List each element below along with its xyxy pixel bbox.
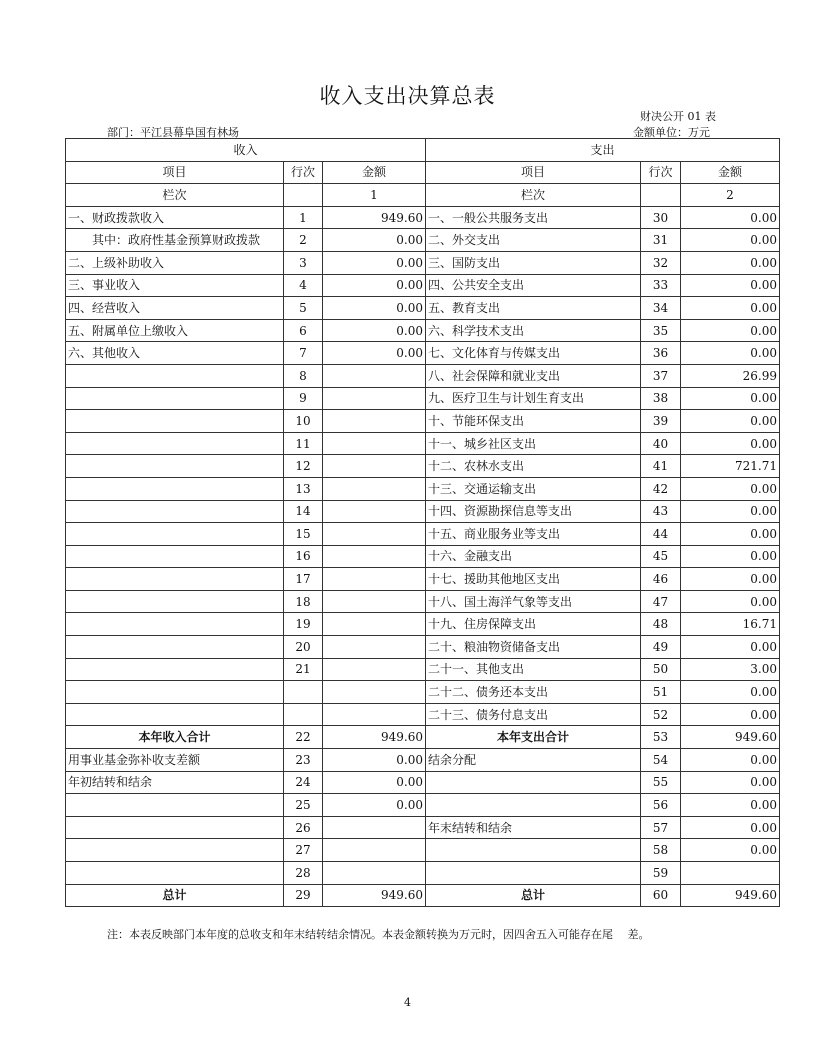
income-rowno-cell: 13 (284, 477, 323, 500)
expense-amount-cell: 3.00 (681, 658, 780, 681)
table-row (66, 297, 780, 320)
income-amount-cell (323, 364, 426, 387)
expense-header: 支出 (426, 139, 780, 162)
income-amount-cell (323, 410, 426, 433)
income-rowno-cell: 19 (284, 613, 323, 636)
income-expense-table (65, 138, 780, 907)
income-amount-cell: 949.60 (323, 726, 426, 749)
income-rowno-cell: 20 (284, 636, 323, 659)
income-item-cell (66, 636, 284, 659)
expense-item-cell: 二十、粮油物资储备支出 (426, 636, 641, 659)
table-row (66, 319, 780, 342)
expense-rowno-cell: 34 (641, 297, 681, 320)
income-amount-cell (323, 816, 426, 839)
income-rowno-cell: 16 (284, 545, 323, 568)
expense-rowno-cell: 32 (641, 251, 681, 274)
income-item-cell (66, 432, 284, 455)
income-amount-cell: 0.00 (323, 319, 426, 342)
expense-amount-cell: 0.00 (681, 229, 780, 252)
expense-amount-cell: 0.00 (681, 816, 780, 839)
table-row (66, 251, 780, 274)
expense-item-cell: 十二、农林水支出 (426, 455, 641, 478)
table-row (66, 387, 780, 410)
income-amount-cell: 0.00 (323, 342, 426, 365)
income-item-cell: 总计 (66, 884, 284, 907)
expense-item-cell: 十、节能环保支出 (426, 410, 641, 433)
expense-amount-cell: 0.00 (681, 274, 780, 297)
expense-rowno-cell: 36 (641, 342, 681, 365)
income-item-cell: 本年收入合计 (66, 726, 284, 749)
expense-item-cell: 六、科学技术支出 (426, 319, 641, 342)
income-amount-cell (323, 500, 426, 523)
income-amount-cell (323, 862, 426, 885)
income-rowno-cell: 24 (284, 771, 323, 794)
expense-item-cell (426, 794, 641, 817)
expense-rowno-cell: 37 (641, 364, 681, 387)
expense-rowno-cell: 42 (641, 477, 681, 500)
income-rowno-cell: 17 (284, 568, 323, 591)
expense-item-cell: 十四、资源勘探信息等支出 (426, 500, 641, 523)
income-amount-cell (323, 681, 426, 704)
income-item-cell: 用事业基金弥补收支差额 (66, 749, 284, 772)
expense-amount-cell: 0.00 (681, 251, 780, 274)
expense-amount-cell: 0.00 (681, 749, 780, 772)
income-item-cell: 其中：政府性基金预算财政拨款 (66, 229, 284, 252)
income-rowno-cell: 29 (284, 884, 323, 907)
expense-amount-cell: 0.00 (681, 681, 780, 704)
expense-rowno-cell: 39 (641, 410, 681, 433)
expense-amount-cell: 0.00 (681, 568, 780, 591)
table-row (66, 523, 780, 546)
page-number: 4 (404, 996, 411, 1009)
income-amount-cell (323, 523, 426, 546)
income-amount-cell: 0.00 (323, 274, 426, 297)
income-rowno-cell: 28 (284, 862, 323, 885)
expense-rowno-cell: 40 (641, 432, 681, 455)
income-rowno-cell: 6 (284, 319, 323, 342)
income-rowno-cell: 3 (284, 251, 323, 274)
income-amount-cell (323, 545, 426, 568)
table-row (66, 274, 780, 297)
expense-amount-cell: 0.00 (681, 545, 780, 568)
income-rowno-cell: 9 (284, 387, 323, 410)
expense-rowno-header: 行次 (641, 161, 681, 184)
income-item-cell (66, 387, 284, 410)
income-item-cell (66, 681, 284, 704)
column-header-row (66, 161, 780, 184)
expense-amount-cell: 26.99 (681, 364, 780, 387)
table-row (66, 839, 780, 862)
expense-item-cell: 二、外交支出 (426, 229, 641, 252)
expense-rowno-cell: 30 (641, 206, 681, 229)
expense-item-cell: 八、社会保障和就业支出 (426, 364, 641, 387)
expense-item-cell: 十一、城乡社区支出 (426, 432, 641, 455)
income-rowno-cell: 2 (284, 229, 323, 252)
income-amount-cell (323, 455, 426, 478)
expense-rowno-cell: 47 (641, 590, 681, 613)
income-item-cell: 年初结转和结余 (66, 771, 284, 794)
expense-item-cell: 本年支出合计 (426, 726, 641, 749)
income-amount-cell (323, 387, 426, 410)
income-rowno-cell: 15 (284, 523, 323, 546)
income-amount-header: 金额 (323, 161, 426, 184)
income-rowno-cell: 11 (284, 432, 323, 455)
expense-rowno-cell: 54 (641, 749, 681, 772)
income-rowno-cell: 8 (284, 364, 323, 387)
income-rowno-cell: 18 (284, 590, 323, 613)
income-rowno-cell: 22 (284, 726, 323, 749)
page-title: 收入支出决算总表 (319, 84, 496, 108)
income-amount-cell (323, 432, 426, 455)
expense-item-cell: 十六、金融支出 (426, 545, 641, 568)
expense-amount-cell: 0.00 (681, 410, 780, 433)
expense-item-cell: 十八、国土海洋气象等支出 (426, 590, 641, 613)
income-column-label: 栏次 (66, 184, 284, 207)
expense-rowno-cell: 52 (641, 703, 681, 726)
expense-item-cell: 十七、援助其他地区支出 (426, 568, 641, 591)
income-item-cell (66, 477, 284, 500)
income-amount-cell (323, 568, 426, 591)
income-amount-cell (323, 703, 426, 726)
expense-item-cell: 二十一、其他支出 (426, 658, 641, 681)
expense-item-cell: 二十二、债务还本支出 (426, 681, 641, 704)
section-header-row (66, 139, 780, 162)
table-row (66, 862, 780, 885)
expense-rowno-cell: 31 (641, 229, 681, 252)
expense-rowno-cell: 44 (641, 523, 681, 546)
expense-amount-cell: 16.71 (681, 613, 780, 636)
income-item-cell (66, 590, 284, 613)
expense-column-index: 2 (681, 184, 780, 207)
income-amount-cell (323, 590, 426, 613)
income-rowno-cell: 21 (284, 658, 323, 681)
expense-rowno-cell: 48 (641, 613, 681, 636)
expense-rowno-cell: 56 (641, 794, 681, 817)
income-rowno-cell: 14 (284, 500, 323, 523)
expense-rowno-cell: 33 (641, 274, 681, 297)
expense-rowno-cell: 55 (641, 771, 681, 794)
income-amount-cell: 949.60 (323, 884, 426, 907)
expense-item-header: 项目 (426, 161, 641, 184)
expense-amount-header: 金额 (681, 161, 780, 184)
expense-amount-cell: 0.00 (681, 297, 780, 320)
income-item-cell (66, 658, 284, 681)
total-row (66, 726, 780, 749)
income-amount-cell (323, 839, 426, 862)
expense-rowno-cell: 60 (641, 884, 681, 907)
table-row (66, 432, 780, 455)
table-row (66, 636, 780, 659)
income-item-cell: 六、其他收入 (66, 342, 284, 365)
expense-item-cell: 五、教育支出 (426, 297, 641, 320)
income-rowno-cell: 4 (284, 274, 323, 297)
income-rowno-cell: 5 (284, 297, 323, 320)
expense-item-cell: 结余分配 (426, 749, 641, 772)
table-row (66, 364, 780, 387)
table-row (66, 500, 780, 523)
income-item-cell (66, 523, 284, 546)
income-item-cell (66, 613, 284, 636)
income-item-cell: 五、附属单位上缴收入 (66, 319, 284, 342)
expense-rowno-cell: 51 (641, 681, 681, 704)
table-row (66, 590, 780, 613)
expense-rowno-cell: 50 (641, 658, 681, 681)
table-row (66, 816, 780, 839)
expense-amount-cell: 0.00 (681, 703, 780, 726)
expense-item-cell (426, 862, 641, 885)
expense-rowno-cell: 49 (641, 636, 681, 659)
expense-amount-cell: 0.00 (681, 590, 780, 613)
expense-item-cell (426, 771, 641, 794)
income-rowno-cell: 23 (284, 749, 323, 772)
expense-rowno-cell: 38 (641, 387, 681, 410)
income-rowno-cell (284, 681, 323, 704)
income-item-cell (66, 816, 284, 839)
expense-amount-cell: 0.00 (681, 794, 780, 817)
table-row (66, 545, 780, 568)
income-item-cell (66, 545, 284, 568)
expense-amount-cell: 0.00 (681, 319, 780, 342)
income-item-cell (66, 455, 284, 478)
expense-amount-cell: 0.00 (681, 523, 780, 546)
income-item-cell: 一、财政拨款收入 (66, 206, 284, 229)
income-amount-cell (323, 477, 426, 500)
expense-rowno-cell: 59 (641, 862, 681, 885)
expense-item-cell: 三、国防支出 (426, 251, 641, 274)
table-row (66, 771, 780, 794)
expense-amount-cell: 0.00 (681, 839, 780, 862)
table-row (66, 477, 780, 500)
expense-item-cell: 十三、交通运输支出 (426, 477, 641, 500)
expense-amount-cell: 0.00 (681, 342, 780, 365)
table-row (66, 658, 780, 681)
income-rowno-cell: 12 (284, 455, 323, 478)
income-rowno-cell: 26 (284, 816, 323, 839)
table-row (66, 794, 780, 817)
expense-rowno-cell: 45 (641, 545, 681, 568)
income-header: 收入 (66, 139, 426, 162)
table-row (66, 455, 780, 478)
expense-item-cell: 十五、商业服务业等支出 (426, 523, 641, 546)
income-item-cell: 二、上级补助收入 (66, 251, 284, 274)
income-item-cell (66, 703, 284, 726)
expense-item-cell: 四、公共安全支出 (426, 274, 641, 297)
table-row (66, 342, 780, 365)
table-row (66, 568, 780, 591)
expense-rowno-cell: 53 (641, 726, 681, 749)
expense-column-label: 栏次 (426, 184, 641, 207)
expense-rowno-cell: 35 (641, 319, 681, 342)
income-amount-cell: 0.00 (323, 297, 426, 320)
table-row (66, 613, 780, 636)
expense-amount-cell: 721.71 (681, 455, 780, 478)
expense-column-blank (641, 184, 681, 207)
department-label: 部门：平江县幕阜国有林场 (107, 126, 239, 139)
expense-item-cell (426, 839, 641, 862)
expense-amount-cell: 0.00 (681, 432, 780, 455)
table-row (66, 703, 780, 726)
expense-amount-cell: 0.00 (681, 500, 780, 523)
table-row (66, 206, 780, 229)
income-item-cell: 三、事业收入 (66, 274, 284, 297)
income-rowno-header: 行次 (284, 161, 323, 184)
income-item-cell (66, 410, 284, 433)
income-item-cell: 四、经营收入 (66, 297, 284, 320)
footnote: 注：本表反映部门本年度的总收支和年末结转结余情况。本表金额转换为万元时，因四舍五入可能存在尾 差。 (107, 928, 650, 941)
table-row (66, 681, 780, 704)
income-rowno-cell (284, 703, 323, 726)
expense-amount-cell: 949.60 (681, 884, 780, 907)
income-item-cell (66, 364, 284, 387)
expense-amount-cell: 0.00 (681, 387, 780, 410)
table-row (66, 410, 780, 433)
expense-item-cell: 一、一般公共服务支出 (426, 206, 641, 229)
expense-item-cell: 七、文化体育与传媒支出 (426, 342, 641, 365)
income-item-cell (66, 500, 284, 523)
income-amount-cell: 0.00 (323, 251, 426, 274)
expense-amount-cell (681, 862, 780, 885)
income-amount-cell: 0.00 (323, 749, 426, 772)
income-column-index: 1 (323, 184, 426, 207)
expense-rowno-cell: 58 (641, 839, 681, 862)
income-rowno-cell: 7 (284, 342, 323, 365)
expense-amount-cell: 0.00 (681, 771, 780, 794)
income-item-cell (66, 794, 284, 817)
table-row (66, 749, 780, 772)
income-amount-cell: 0.00 (323, 794, 426, 817)
income-amount-cell (323, 636, 426, 659)
expense-amount-cell: 949.60 (681, 726, 780, 749)
income-amount-cell: 0.00 (323, 771, 426, 794)
expense-rowno-cell: 46 (641, 568, 681, 591)
income-item-header: 项目 (66, 161, 284, 184)
income-amount-cell: 949.60 (323, 206, 426, 229)
expense-rowno-cell: 41 (641, 455, 681, 478)
expense-item-cell: 年末结转和结余 (426, 816, 641, 839)
expense-item-cell: 九、医疗卫生与计划生育支出 (426, 387, 641, 410)
unit-label: 金额单位：万元 (633, 126, 710, 139)
column-index-row (66, 184, 780, 207)
income-rowno-cell: 27 (284, 839, 323, 862)
income-amount-cell (323, 613, 426, 636)
income-item-cell (66, 862, 284, 885)
form-number: 财决公开 01 表 (640, 110, 716, 123)
expense-amount-cell: 0.00 (681, 206, 780, 229)
income-amount-cell: 0.00 (323, 229, 426, 252)
income-rowno-cell: 1 (284, 206, 323, 229)
expense-item-cell: 二十三、债务付息支出 (426, 703, 641, 726)
expense-item-cell: 十九、住房保障支出 (426, 613, 641, 636)
expense-amount-cell: 0.00 (681, 636, 780, 659)
total-row (66, 884, 780, 907)
expense-rowno-cell: 57 (641, 816, 681, 839)
expense-item-cell: 总计 (426, 884, 641, 907)
income-item-cell (66, 568, 284, 591)
income-item-cell (66, 839, 284, 862)
income-amount-cell (323, 658, 426, 681)
income-rowno-cell: 10 (284, 410, 323, 433)
expense-amount-cell: 0.00 (681, 477, 780, 500)
expense-rowno-cell: 43 (641, 500, 681, 523)
income-column-blank (284, 184, 323, 207)
income-rowno-cell: 25 (284, 794, 323, 817)
table-row (66, 229, 780, 252)
